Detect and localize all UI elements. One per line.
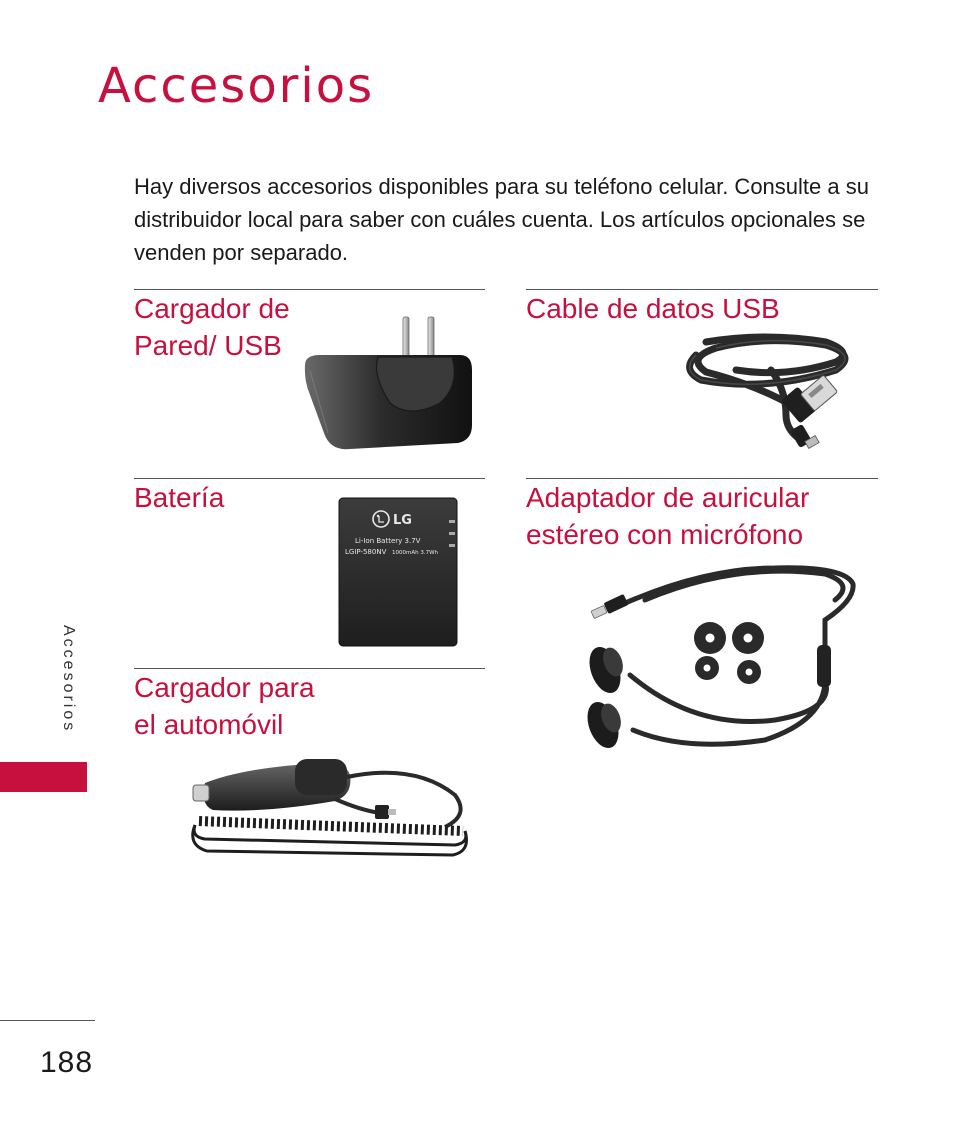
car-charger-title: Cargador para el automóvil xyxy=(134,672,315,740)
battery-logo: LG xyxy=(393,513,412,528)
battery-image xyxy=(333,496,459,648)
battery-title: Batería xyxy=(134,482,225,513)
car-charger-image xyxy=(185,755,473,860)
intro-paragraph: Hay diversos accesorios disponibles para su teléfono celular. Consulte a su distribuidor local para saber con cuáles cuenta. Los artículos opcionales se venden por separado. xyxy=(134,174,869,265)
usb-cable-title: Cable de datos USB xyxy=(526,293,780,324)
headset-adapter-title: Adaptador de auricular estéreo con micrófono xyxy=(526,482,810,550)
wall-charger-image xyxy=(300,315,480,455)
side-section-label: Accesorios xyxy=(60,625,77,734)
page-number: 188 xyxy=(40,1046,94,1079)
headset-adapter-image xyxy=(585,560,865,755)
usb-cable-image xyxy=(676,330,861,462)
footer-divider xyxy=(0,1020,95,1021)
wall-charger-title: Cargador de Pared/ USB xyxy=(134,293,290,361)
battery-rating: 1000mAh 3.7Wh xyxy=(392,550,439,556)
section-tab-marker xyxy=(0,762,87,792)
battery-model: LGIP-580NV xyxy=(345,548,387,556)
page-title: Accesorios xyxy=(98,58,375,114)
battery-spec-line: Li-Ion Battery 3.7V xyxy=(355,537,421,545)
